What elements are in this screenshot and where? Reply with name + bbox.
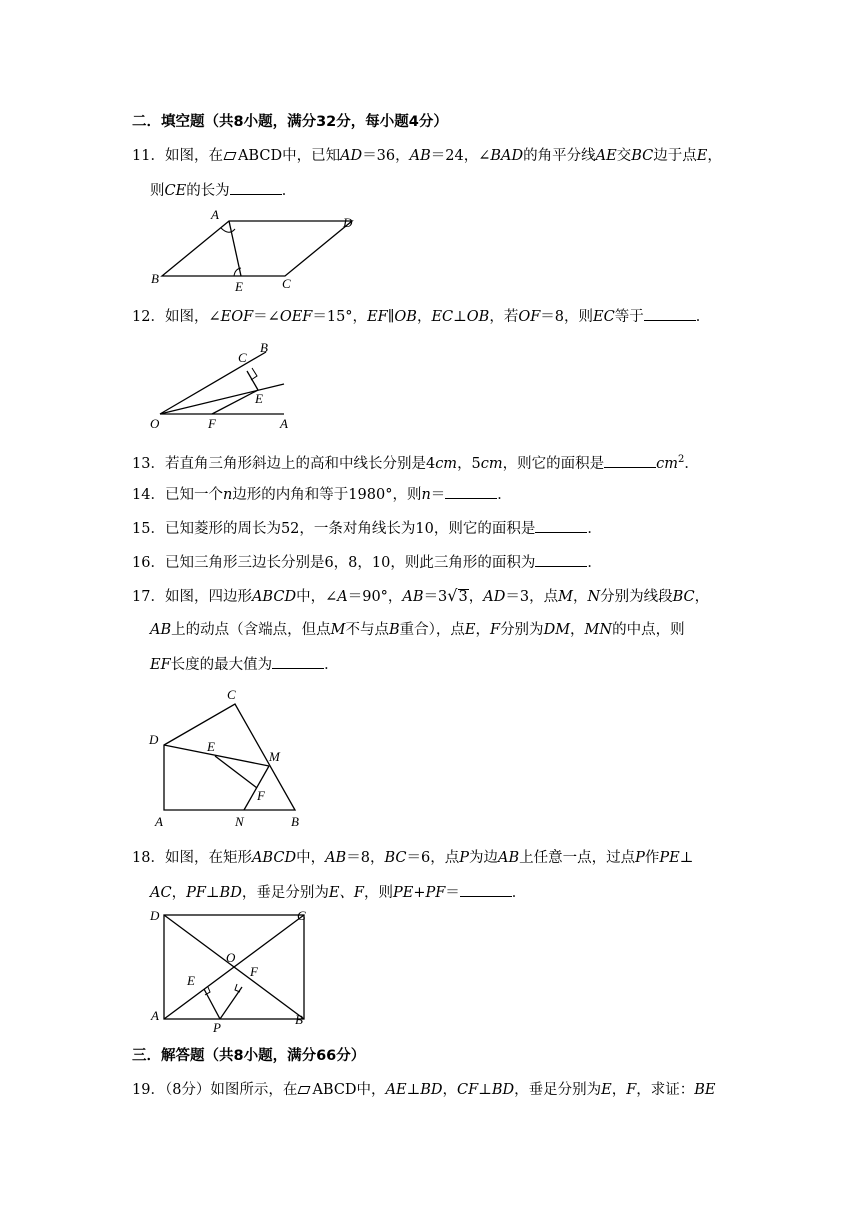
label-B: B	[151, 271, 159, 286]
answer-blank[interactable]	[535, 518, 587, 533]
figure-q17-quadrilateral	[145, 686, 315, 831]
answer-blank[interactable]	[445, 484, 497, 499]
answer-blank[interactable]	[535, 552, 587, 567]
question-number: 11．	[132, 148, 165, 164]
figure-q18-rectangle	[145, 906, 320, 1036]
question-17-line-3: EF长度的最大值为 ．	[150, 654, 339, 675]
svg-text:N: N	[235, 814, 244, 829]
label-C: C	[282, 276, 291, 291]
question-19: 19．（8分）如图所示，在 ABCD中，AE⊥BD，CF⊥BD，垂足分别为E，F，求证：BE	[132, 1082, 716, 1098]
svg-text:B: B	[295, 1012, 303, 1027]
section-2-title: 二．填空题（共8小题，满分32分，每小题4分）	[132, 114, 448, 130]
question-16: 16．已知三角形三边长分别是6，8，10，则此三角形的面积为 ．	[132, 552, 602, 573]
section-3-title: 三．解答题（共8小题，满分66分）	[132, 1048, 366, 1064]
svg-text:A: A	[151, 1008, 159, 1023]
svg-text:F: F	[257, 788, 265, 803]
svg-text:P: P	[213, 1020, 221, 1035]
svg-text:A: A	[280, 416, 288, 431]
answer-blank[interactable]	[604, 453, 656, 468]
svg-text:O: O	[226, 950, 236, 965]
figure-q12-angle	[148, 340, 298, 435]
question-11-line-1: 11．如图，在 ABCD中，已知AD＝36，AB＝24，∠BAD的角平分线AE交BC边于点E，	[132, 148, 722, 164]
question-12: 12．如图，∠EOF＝∠OEF＝15°，EF∥OB，EC⊥OB，若OF＝8，则EC等于 ．	[132, 306, 710, 327]
question-18-line-2: AC，PF⊥BD，垂足分别为E、F，则PE+PF＝ ．	[150, 882, 526, 903]
question-18-line-1: 18．如图，在矩形ABCD中，AB＝8，BC＝6，点P为边AB上任意一点，过点P作PE⊥	[132, 850, 694, 866]
question-17-line-2: AB上的动点（含端点，但点M不与点B重合），点E，F分别为DM，MN的中点，则	[150, 622, 685, 638]
svg-text:D: D	[150, 908, 160, 923]
question-14: 14．已知一个n边形的内角和等于1980°，则n＝ ．	[132, 484, 512, 505]
svg-text:B: B	[260, 340, 268, 355]
question-17-line-1: 17．如图，四边形ABCD中，∠A＝90°，AB＝3√3，AD＝3，点M，N分别为线段BC，	[132, 586, 710, 605]
question-13: 13．若直角三角形斜边上的高和中线长分别是4cm，5cm，则它的面积是 $cm^2$．	[132, 454, 699, 472]
svg-text:D: D	[149, 732, 159, 747]
figure-q11-parallelogram	[145, 208, 375, 293]
answer-blank[interactable]	[460, 882, 512, 897]
answer-blank[interactable]	[272, 654, 324, 669]
svg-text:A: A	[155, 814, 163, 829]
svg-text:O: O	[150, 416, 160, 431]
svg-text:E: E	[187, 973, 195, 988]
parallelogram-icon	[223, 152, 236, 160]
question-15: 15．已知菱形的周长为52，一条对角线长为10，则它的面积是 ．	[132, 518, 602, 539]
svg-text:E: E	[255, 391, 263, 406]
svg-text:M: M	[269, 749, 280, 764]
answer-blank[interactable]	[644, 306, 696, 321]
svg-text:F: F	[250, 964, 258, 979]
label-E: E	[235, 279, 243, 294]
answer-blank[interactable]	[230, 180, 282, 195]
svg-text:B: B	[291, 814, 299, 829]
label-A: A	[211, 207, 219, 222]
svg-text:E: E	[207, 739, 215, 754]
parallelogram-icon	[298, 1086, 311, 1094]
svg-text:C: C	[297, 908, 306, 923]
svg-text:C: C	[238, 350, 247, 365]
label-D: D	[343, 215, 353, 230]
svg-text:C: C	[227, 687, 236, 702]
svg-text:F: F	[208, 416, 216, 431]
question-11-line-2: 则CE的长为 ．	[150, 180, 296, 201]
